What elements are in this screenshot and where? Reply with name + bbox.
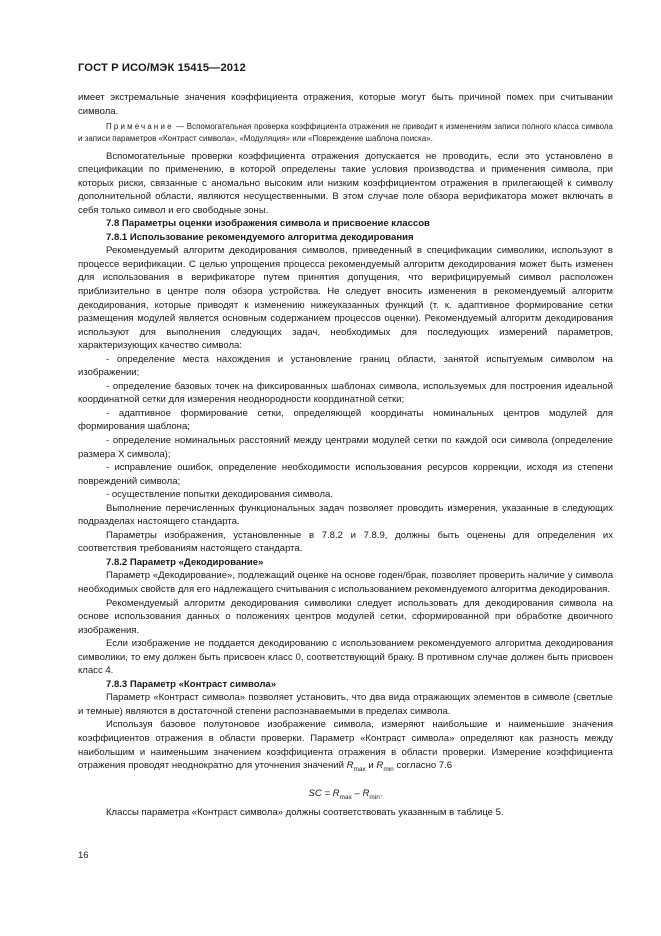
paragraph: Рекомендуемый алгоритм декодирования символов, приведенный в спецификации символики, используют в процессе верификации. С целью упрощения процесса рекомендуемый алгоритм декодирования может быть изменен для использования в верификаторе путем принятия допущения, что верифицируемый символ расположен приблизительно в центре поля обзора устройства. Не следует вносить изменения в рекомендуемый алгоритм декодирования, которые приводят к изменению нижеуказанных функций (т. к. адаптивное формирование сетки размещения модулей является основным содержанием процессов оценки). Рекомендуемый алгоритм декодирования используют для выполнения следующих задач, необходимых для последующих измерений параметров, характеризующих качество символа: xyxy=(78,245,613,352)
section-heading-7-8-2: 7.8.2 Параметр «Декодирование» xyxy=(106,556,264,568)
list-item: - определение номинальных расстояний между центрами модулей сетки по каждой оси символа (определение размера Х символа); xyxy=(78,434,613,460)
paragraph: имеет экстремальные значения коэффициента отражения, которые могут быть причиной помех при считывании символа. xyxy=(78,92,613,117)
paragraph: Используя базовое полутоновое изображение символа, измеряют наибольшие и наименьшие значения коэффициентов отражения в области проверки. Параметр «Контраст символа» определяют как разность между наибольшим и наименьшим значением коэффициента отражения в области проверки. Измерение коэффициента отражения проводят неоднократно для уточнения значений $R_{max}$ и $R_{min}$ согласно 7.6 xyxy=(78,719,613,774)
r-min: $R_{min}$ xyxy=(376,760,394,774)
paragraph: Рекомендуемый алгоритм декодирования символики следует использовать для декодирования символа на основе использования данных о положениях центров модулей сетки, сформированной при обработке двоичного изображения. xyxy=(78,597,613,636)
paragraph: Параметр «Декодирование», подлежащий оценке на основе годен/брак, позволяет проверить наличие у символа необходимых свойств для его надлежащего считывания с использованием рекомендуемого алгоритма декодирования. xyxy=(78,570,613,595)
list-item: - адаптивное формирование сетки, определяющей координаты номинальных центров модулей для формирования шаблона; xyxy=(78,407,613,433)
list-item: - определение базовых точек на фиксированных шаблонах символа, используемых для построения идеальной координатной сетки для измерения неоднородности координатной сетки; xyxy=(78,380,613,406)
paragraph: Параметр «Контраст символа» позволяет установить, что два вида отражающих элементов в символе (светлые и темные) являются в достаточной степени распознаваемыми в пределах символа. xyxy=(78,692,613,717)
r-max: $R_{max}$ xyxy=(346,760,366,774)
note-label: Примечание xyxy=(106,122,174,132)
section-heading-7-8-1: 7.8.1 Использование рекомендуемого алгоритма декодирования xyxy=(106,231,414,243)
section-heading-7-8: 7.8 Параметры оценки изображения символа и присвоение классов xyxy=(106,218,430,230)
list-item: - определение места нахождения и установление границ области, занятой испытуемым символом на изображении; xyxy=(78,353,613,379)
note xyxy=(78,121,613,145)
note-text: — Вспомогательная проверка коэффициента отражения не приводит к изменениям записи полного класса символа и записи параметров «Контраст символа», «Модуляция» или «Повреждение шаблона поиска». xyxy=(78,122,613,144)
paragraph: Выполнение перечисленных функциональных задач позволяет проводить измерения, указанные в следующих подразделах настоящего стандарта. xyxy=(78,502,613,528)
formula: SC = $R_{max} - R_{min}$. xyxy=(308,787,383,801)
document-header: ГОСТ Р ИСО/МЭК 15415—2012 xyxy=(78,62,246,74)
list-item: - осуществление попытки декодирования символа. xyxy=(106,489,333,501)
document-body xyxy=(78,91,613,820)
paragraph: Если изображение не поддается декодированию с использованием рекомендуемого алгоритма декодирования символики, то ему должен быть присвоен класс 0, соответствующий браку. В противном случае должен быть присвоен класс 4. xyxy=(78,638,613,677)
page-number: 16 xyxy=(78,850,89,861)
section-heading-7-8-3: 7.8.3 Параметр «Контраст символа» xyxy=(106,678,277,690)
list-item: - исправление ошибок, определение необходимости использования ресурсов коррекции, исходя из степени повреждений символа; xyxy=(78,462,613,487)
paragraph: Параметры изображения, установленные в 7.8.2 и 7.8.9, должны быть оценены для определения их соответствия требованиям настоящего стандарта. xyxy=(78,529,613,555)
paragraph: Вспомогательные проверки коэффициента отражения допускается не проводить, если это установлено в спецификации по применению, в которой определены такие условия производства и применения символа, при которых риски, связанные с аномально высоким или низким коэффициентом отражения в прилегающей к символу дополнительной области, являются несущественными. В этом случае поле обзора верификатора может включать в себя только символ и его свободные зоны. xyxy=(78,150,613,216)
paragraph: Классы параметра «Контраст символа» должны соответствовать указанным в таблице 5. xyxy=(106,807,504,819)
